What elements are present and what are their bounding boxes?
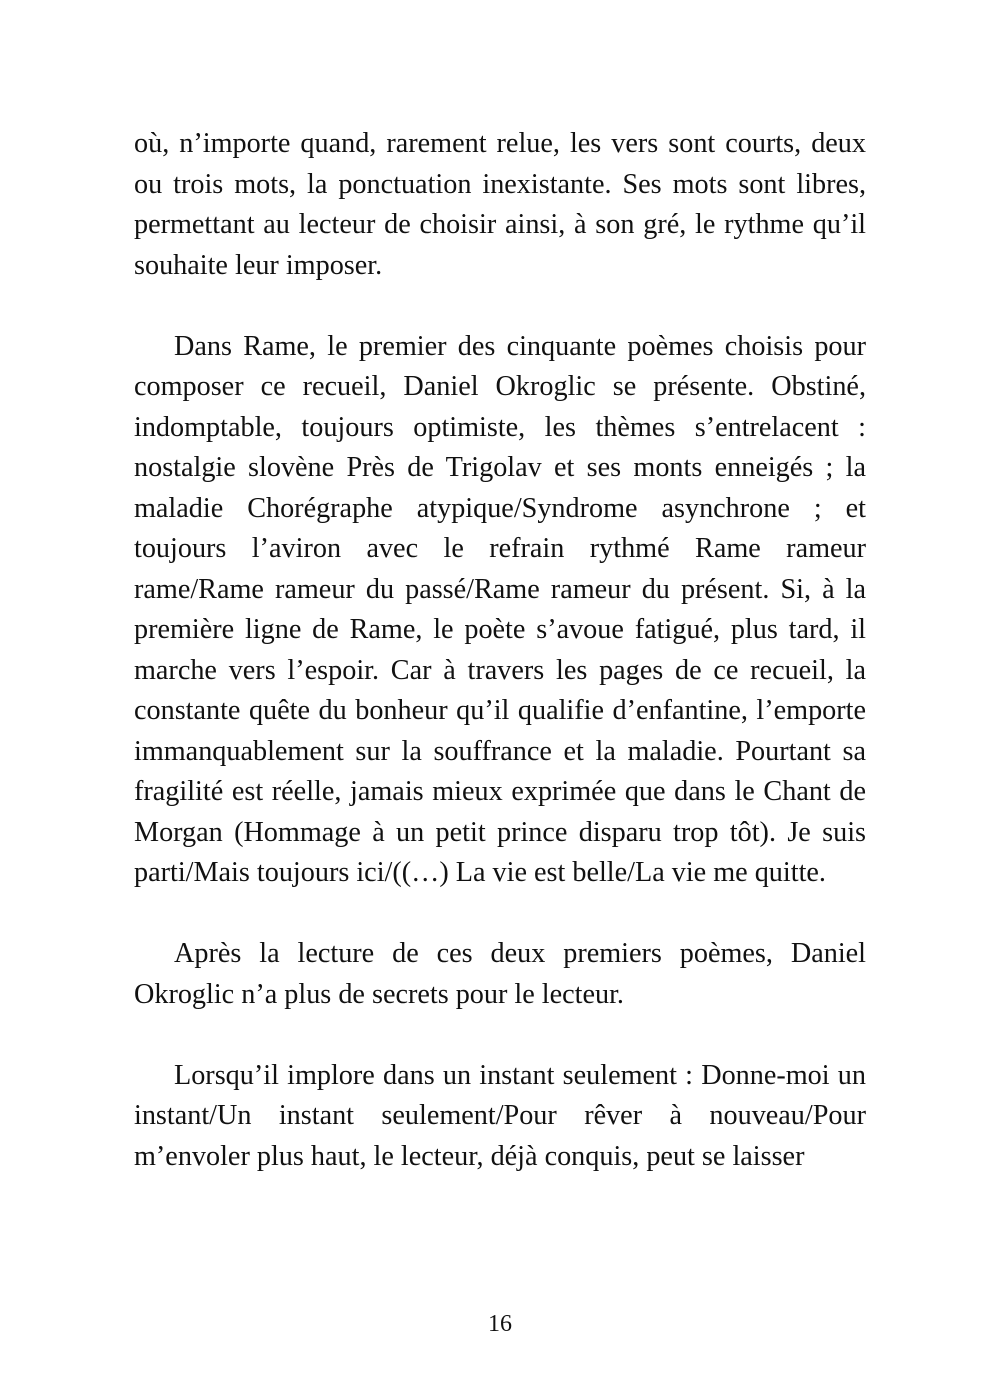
paragraph-spacer <box>134 894 866 935</box>
paragraph-spacer <box>134 286 866 327</box>
paragraph-lorsquil-implore: Lorsqu’il implore dans un instant seulement : Donne-moi un instant/Un instant seulement/Pour rêver à nouveau/Pour m’envoler plus haut, le lecteur, déjà conquis, peut se laisser <box>134 1059 866 1172</box>
paragraph-spacer <box>134 1015 866 1056</box>
paragraph-rame: Dans Rame, le premier des cinquante poèmes choisis pour composer ce recueil, Daniel Okroglic se présente. Obstiné, indomptable, toujours optimiste, les thèmes s’entrelacent : nostalgie slovène Près de Trigolav et ses monts enneigés ; la maladie Chorégraphe atypique/Syndrome asynchrone ; et toujours l’aviron avec le refrain rythmé Rame rameur rame/Rame rameur du passé/Rame rameur du présent. Si, à la première ligne de Rame, le poète s’avoue fatigué, plus tard, il marche vers l’espoir. Car à travers les pages de ce recueil, la constante quête du bonheur qu’il qualifie d’enfantine, l’emporte immanquablement sur la souffrance et la maladie. Pourtant sa fragilité est réelle, jamais mieux exprimée que dans le Chant de Morgan (Hommage à un petit prince disparu trop tôt). Je suis parti/Mais toujours ici/((…) La vie est belle/La vie me quitte. <box>134 330 866 888</box>
page-number: 16 <box>488 1311 512 1337</box>
paragraph-continuation: où, n’importe quand, rarement relue, les vers sont courts, deux ou trois mots, la ponctuation inexistante. Ses mots sont libres, permettant au lecteur de choisir ainsi, à son gré, le rythme qu’il souhaite leur imposer. <box>134 128 866 281</box>
body-text <box>134 124 866 1177</box>
paragraph-apres-lecture: Après la lecture de ces deux premiers poèmes, Daniel Okroglic n’a plus de secrets pour le lecteur. <box>134 938 866 1010</box>
